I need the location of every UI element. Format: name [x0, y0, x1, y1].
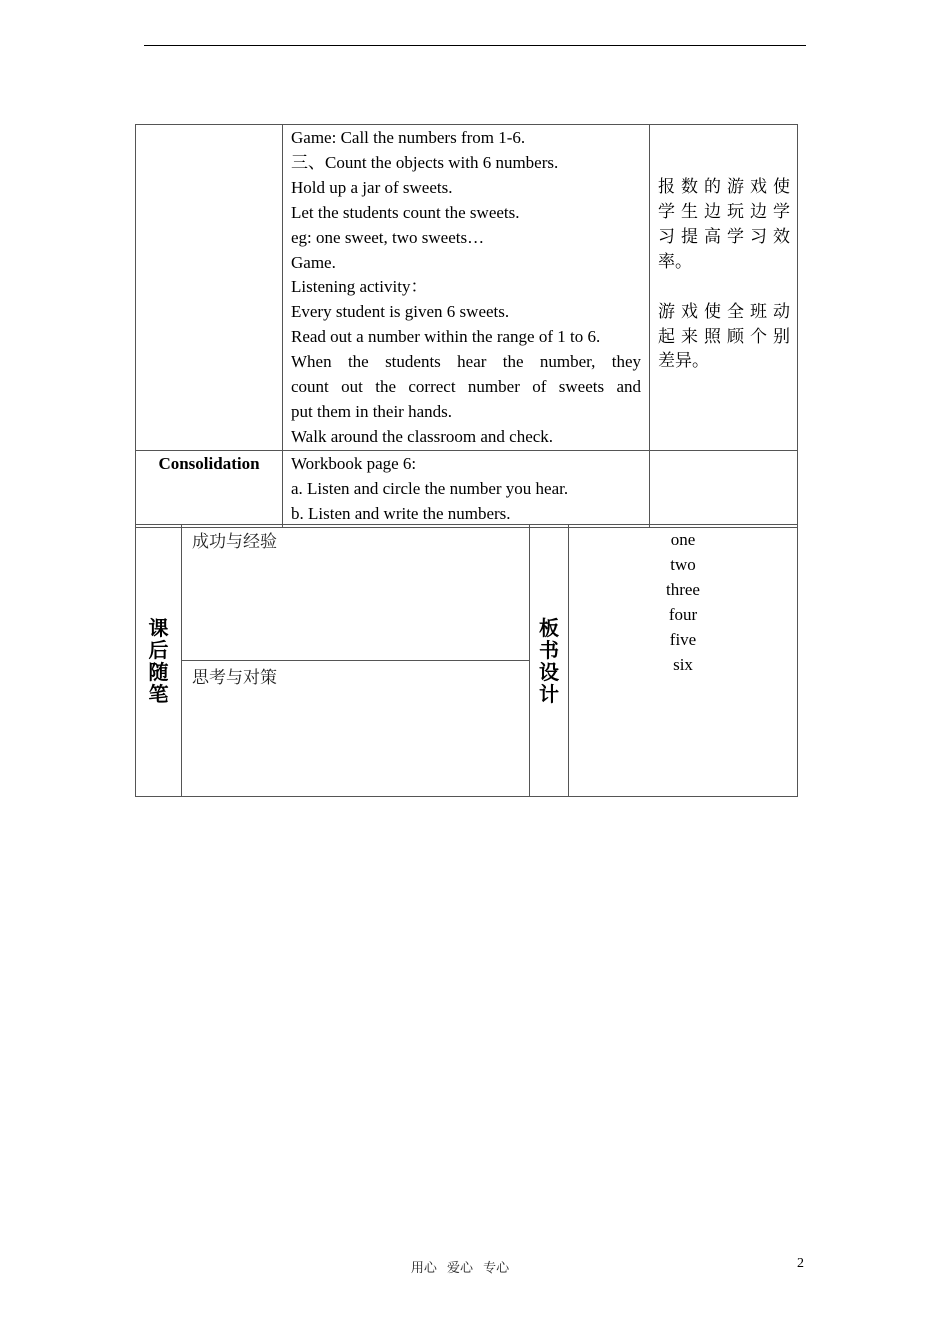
- board-words-cell: [569, 525, 798, 797]
- board-word: three: [666, 580, 700, 599]
- note-spacer: [658, 275, 790, 300]
- page-number: 2: [797, 1256, 804, 1271]
- footer-motto: 用心 爱心 专心: [410, 1261, 510, 1276]
- activity-procedure-cell: [283, 125, 650, 451]
- thinking-strategy-label: 思考与对策: [192, 668, 277, 688]
- activity-line: 三、Count the objects with 6 numbers.: [291, 152, 559, 172]
- activity-line: Every student is given 6 sweets.: [291, 302, 510, 322]
- board-word: one: [670, 530, 696, 549]
- note-spacer: [658, 150, 790, 175]
- activity-line: Game.: [291, 252, 336, 272]
- note-line: 游戏使全班动: [658, 301, 790, 321]
- consolidation-line: a. Listen and circle the number you hear.: [291, 478, 569, 498]
- activity-line: Hold up a jar of sweets.: [291, 177, 453, 197]
- activity-line: Game: Call the numbers from 1-6.: [291, 128, 526, 147]
- note-line: 差异。: [658, 351, 709, 371]
- board-word: five: [669, 630, 697, 649]
- board-design-title: 板 书 设 计: [530, 525, 569, 797]
- reflection-table: [135, 524, 798, 797]
- after-class-notes-title: 课 后 随 笔: [136, 525, 182, 797]
- board-word: two: [670, 555, 696, 574]
- activity-line: Listening activity：: [291, 277, 428, 297]
- note-line: 报数的游戏使: [658, 177, 790, 196]
- lesson-plan-table: [135, 124, 798, 528]
- activity-line: eg: one sweet, two sweets…: [291, 227, 485, 247]
- design-note-cell: [650, 125, 798, 451]
- activity-line: put them in their hands.: [291, 401, 453, 421]
- activity-line: Let the students count the sweets.: [291, 202, 520, 222]
- success-experience-label: 成功与经验: [192, 532, 277, 552]
- consolidation-row: [136, 450, 798, 527]
- consolidation-line: b. Listen and write the numbers.: [291, 503, 511, 523]
- success-experience-cell: [182, 525, 530, 661]
- consolidation-line: Workbook page 6:: [291, 453, 417, 473]
- consolidation-label: Consolidation: [136, 450, 283, 527]
- note-line: 率。: [658, 251, 692, 271]
- note-spacer: [658, 125, 790, 150]
- consolidation-procedure-cell: [283, 450, 650, 527]
- activity-line: Read out a number within the range of 1 to 6.: [291, 327, 601, 347]
- stage-cell-empty: [136, 125, 283, 451]
- activity-line: When the students hear the number, they: [291, 352, 641, 372]
- header-rule: [144, 45, 806, 46]
- board-word: six: [673, 655, 693, 674]
- note-line: 习提高学习效: [658, 226, 790, 246]
- activity-line: count out the correct number of sweets and: [291, 377, 641, 397]
- board-word: four: [668, 605, 698, 624]
- note-line: 起来照顾个别: [658, 326, 790, 346]
- consolidation-note-cell: [650, 450, 798, 527]
- activity-row: [136, 125, 798, 451]
- activity-line: Walk around the classroom and check.: [291, 426, 554, 446]
- note-line: 学生边玩边学: [658, 201, 790, 221]
- thinking-strategy-cell: [182, 661, 530, 797]
